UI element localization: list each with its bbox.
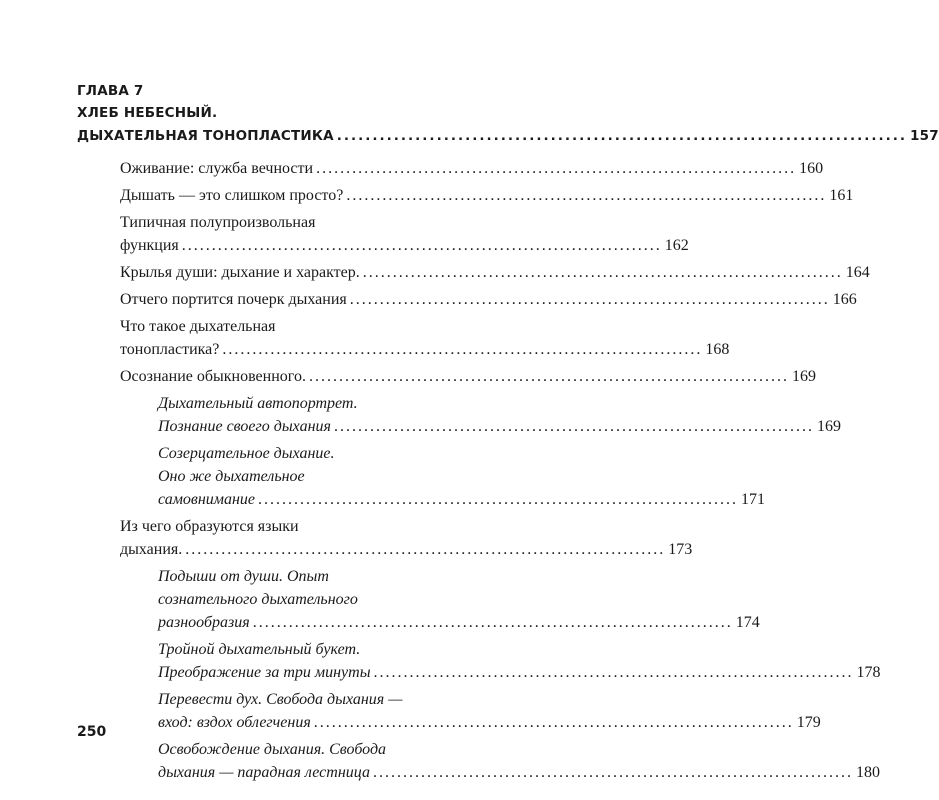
toc-entry[interactable] bbox=[158, 392, 841, 438]
leader-dots: ................................................................................ bbox=[346, 187, 827, 204]
leader-dots: ................................................................................ bbox=[349, 291, 830, 308]
toc-entry-last-line bbox=[120, 365, 816, 388]
toc-page-number: 168 bbox=[705, 341, 730, 358]
leader-dots: ................................................................................ bbox=[372, 764, 853, 781]
toc-entry-title: Осознание обыкновенного. bbox=[120, 368, 306, 385]
toc-entry[interactable] bbox=[120, 211, 689, 257]
toc-entry-last-line bbox=[158, 761, 880, 784]
leader-dots: ................................................................................ bbox=[316, 160, 797, 177]
page-number: 250 bbox=[77, 724, 107, 740]
toc-page-number: 178 bbox=[856, 664, 881, 681]
toc-page-number: 161 bbox=[829, 187, 854, 204]
toc-entry-title: тонопластика? bbox=[120, 341, 220, 358]
toc-page-number: 173 bbox=[668, 541, 693, 558]
toc-entry[interactable] bbox=[120, 184, 854, 207]
leader-dots: ................................................................................ bbox=[185, 541, 666, 558]
toc-entry-line: Дыхательный автопортрет. bbox=[158, 395, 358, 412]
toc-entry-line: Перевести дух. Свобода дыхания — bbox=[158, 691, 403, 708]
leader-dots: ................................................................................ bbox=[258, 491, 739, 508]
toc-page-number: 160 bbox=[799, 160, 824, 177]
toc-entry-last-line bbox=[158, 488, 766, 511]
toc-entry-last-line bbox=[120, 538, 693, 561]
toc-entry-title: Познание своего дыхания bbox=[158, 418, 331, 435]
toc-entry[interactable] bbox=[120, 261, 870, 284]
toc-page-number: 171 bbox=[741, 491, 766, 508]
leader-dots: ................................................................................ bbox=[181, 237, 662, 254]
toc-entry-line: Подыши от души. Опыт bbox=[158, 568, 329, 585]
toc-entry-line: Что такое дыхательная bbox=[120, 318, 276, 335]
toc-entry-last-line bbox=[120, 288, 857, 311]
toc-entry-last-line bbox=[120, 157, 824, 180]
leader-dots: ................................................................................ bbox=[313, 714, 794, 731]
leader-dots: ................................................................................ bbox=[222, 341, 703, 358]
toc-entry-line: Тройной дыхательный букет. bbox=[158, 641, 361, 658]
leader-dots: ................................................................................ bbox=[336, 128, 908, 144]
toc-entry-line: Оно же дыхательное bbox=[158, 468, 305, 485]
toc-entry-last-line bbox=[120, 261, 870, 284]
toc-page-number: 162 bbox=[664, 237, 689, 254]
toc-entry-title: вход: вздох облегчения bbox=[158, 714, 311, 731]
toc-entry-last-line bbox=[158, 711, 821, 734]
toc-entry-title: Дышать — это слишком просто? bbox=[120, 187, 344, 204]
chapter-title-line-1: ХЛЕБ НЕБЕСНЫЙ. bbox=[77, 105, 218, 121]
toc-entry[interactable] bbox=[158, 565, 760, 634]
chapter-title-text: ДЫХАТЕЛЬНАЯ ТОНОПЛАСТИКА bbox=[77, 128, 334, 144]
toc-entry[interactable] bbox=[158, 738, 880, 784]
toc-entry[interactable] bbox=[120, 288, 857, 311]
toc-entry[interactable] bbox=[158, 442, 766, 511]
toc-page-number: 169 bbox=[791, 368, 816, 385]
toc-entry-last-line bbox=[120, 234, 689, 257]
toc-entry-title: Крылья души: дыхание и характер. bbox=[120, 264, 360, 281]
toc-entry-title: Преображение за три минуты bbox=[158, 664, 371, 681]
toc-entry-title: самовнимание bbox=[158, 491, 256, 508]
toc-entry-title: дыхания. bbox=[120, 541, 183, 558]
toc-page-number: 174 bbox=[735, 614, 760, 631]
toc-entry-last-line bbox=[158, 661, 881, 684]
toc-entry[interactable] bbox=[120, 515, 693, 561]
toc-entry[interactable] bbox=[120, 315, 730, 361]
toc-entry-title: разнообразия bbox=[158, 614, 250, 631]
toc-entry[interactable] bbox=[158, 688, 821, 734]
chapter-label: ГЛАВА 7 bbox=[77, 83, 144, 99]
toc-page-number: 166 bbox=[832, 291, 857, 308]
toc-entry-last-line bbox=[158, 415, 841, 438]
leader-dots: ................................................................................ bbox=[252, 614, 733, 631]
toc-entry-line: Созерцательное дыхание. bbox=[158, 445, 335, 462]
leader-dots: ................................................................................ bbox=[308, 368, 789, 385]
toc-entry-title: Оживание: служба вечности bbox=[120, 160, 314, 177]
toc-entry-line: Из чего образуются языки bbox=[120, 518, 299, 535]
toc-entry-line: Освобождение дыхания. Свобода bbox=[158, 741, 387, 758]
toc-entry-title: Отчего портится почерк дыхания bbox=[120, 291, 347, 308]
chapter-page-number: 157 bbox=[910, 128, 939, 144]
toc-entry-title: дыхания — парадная лестница bbox=[158, 764, 370, 781]
toc-entry-last-line bbox=[120, 184, 854, 207]
toc-entry-last-line bbox=[120, 338, 730, 361]
toc-entry[interactable] bbox=[120, 365, 816, 388]
leader-dots: ................................................................................ bbox=[362, 264, 843, 281]
toc-entry-line: Типичная полупроизвольная bbox=[120, 214, 316, 231]
leader-dots: ................................................................................ bbox=[373, 664, 854, 681]
toc-page-number: 169 bbox=[816, 418, 841, 435]
toc-entry-title: функция bbox=[120, 237, 179, 254]
toc-entry-line: сознательного дыхательного bbox=[158, 591, 358, 608]
leader-dots: ................................................................................ bbox=[333, 418, 814, 435]
toc-entry-last-line bbox=[158, 611, 760, 634]
toc-entry[interactable] bbox=[120, 157, 824, 180]
toc-page-number: 164 bbox=[845, 264, 870, 281]
toc-page-number: 179 bbox=[796, 714, 821, 731]
toc-entry[interactable] bbox=[158, 638, 881, 684]
toc-page-number: 180 bbox=[855, 764, 880, 781]
